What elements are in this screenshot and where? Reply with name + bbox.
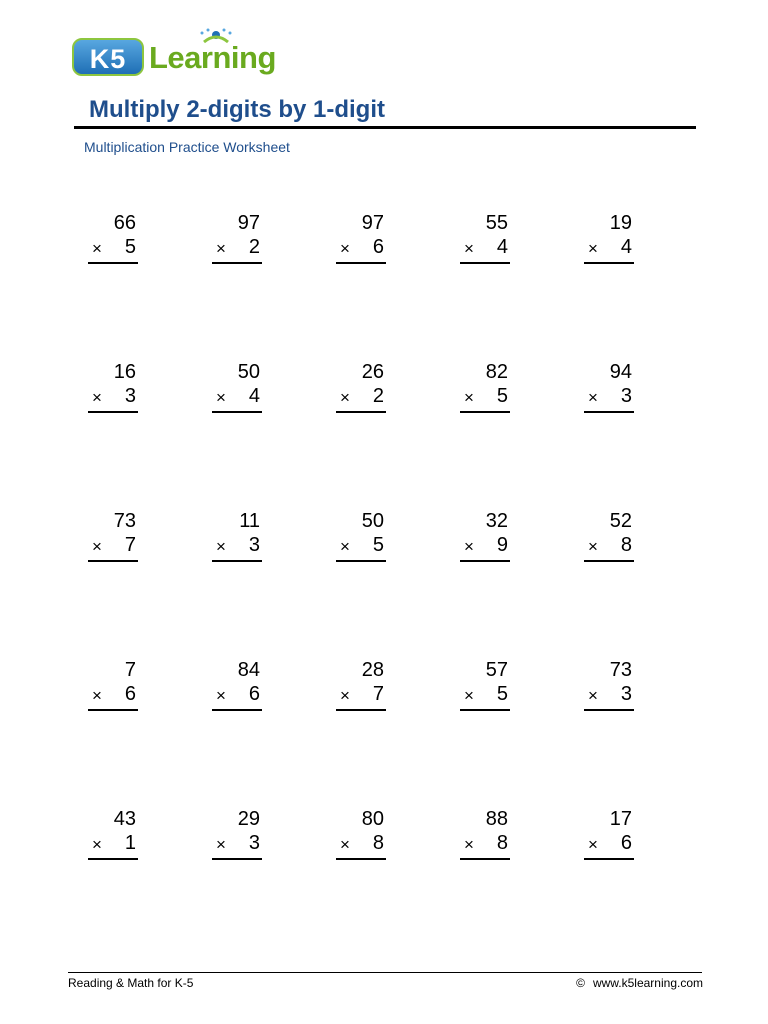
multiplication-problem	[212, 807, 262, 867]
answer-line	[212, 411, 262, 413]
multiplication-problem	[584, 360, 634, 420]
multiplication-problem	[336, 807, 386, 867]
times-sign: ×	[464, 537, 474, 556]
multiplier: 9	[496, 534, 508, 556]
multiplicand: 50	[237, 361, 260, 383]
times-sign: ×	[216, 835, 226, 854]
answer-line	[88, 262, 138, 264]
answer-line	[460, 560, 510, 562]
multiplier: 3	[248, 534, 260, 556]
times-sign: ×	[340, 835, 350, 854]
multiplicand: 97	[237, 212, 260, 234]
multiplicand: 29	[237, 808, 260, 830]
times-sign: ×	[588, 686, 598, 705]
answer-line	[212, 560, 262, 562]
multiplication-problem	[460, 211, 510, 271]
multiplicand: 28	[361, 659, 384, 681]
times-sign: ×	[216, 686, 226, 705]
multiplication-problem	[212, 360, 262, 420]
multiplication-problem	[336, 211, 386, 271]
multiplier: 2	[248, 236, 260, 258]
page-title: Multiply 2-digits by 1-digit	[89, 96, 385, 123]
answer-line	[584, 411, 634, 413]
times-sign: ×	[464, 388, 474, 407]
multiplication-problem	[212, 658, 262, 718]
multiplication-problem	[88, 658, 138, 718]
answer-line	[212, 709, 262, 711]
multiplication-problem	[336, 658, 386, 718]
multiplier: 6	[372, 236, 384, 258]
times-sign: ×	[340, 537, 350, 556]
multiplication-problem	[336, 509, 386, 569]
multiplier: 7	[124, 534, 136, 556]
multiplication-problem	[88, 807, 138, 867]
multiplier: 6	[248, 683, 260, 705]
times-sign: ×	[92, 537, 102, 556]
multiplication-problem	[584, 807, 634, 867]
multiplication-problem	[212, 211, 262, 271]
times-sign: ×	[340, 239, 350, 258]
answer-line	[460, 411, 510, 413]
multiplication-problem	[212, 509, 262, 569]
multiplication-problem	[460, 658, 510, 718]
multiplicand: 84	[237, 659, 260, 681]
multiplier: 3	[124, 385, 136, 407]
multiplier: 5	[496, 683, 508, 705]
multiplier: 8	[620, 534, 632, 556]
answer-line	[584, 709, 634, 711]
multiplicand: 57	[485, 659, 508, 681]
multiplicand: 82	[485, 361, 508, 383]
multiplicand: 52	[609, 510, 632, 532]
multiplicand: 32	[485, 510, 508, 532]
multiplicand: 94	[609, 361, 632, 383]
times-sign: ×	[464, 239, 474, 258]
multiplication-problem	[584, 509, 634, 569]
answer-line	[336, 709, 386, 711]
answer-line	[460, 858, 510, 860]
multiplicand: 19	[609, 212, 632, 234]
k5-learning-logo	[70, 28, 276, 80]
copyright-symbol: ©	[576, 976, 585, 990]
multiplicand: 97	[361, 212, 384, 234]
page-subtitle: Multiplication Practice Worksheet	[84, 139, 290, 155]
multiplicand: 26	[361, 361, 384, 383]
answer-line	[88, 560, 138, 562]
title-divider	[74, 126, 696, 129]
answer-line	[88, 411, 138, 413]
multiplication-problem	[88, 211, 138, 271]
multiplicand: 11	[239, 510, 260, 532]
multiplication-problem	[88, 509, 138, 569]
multiplicand: 66	[113, 212, 136, 234]
answer-line	[88, 709, 138, 711]
multiplication-problem	[88, 360, 138, 420]
multiplier: 8	[372, 832, 384, 854]
footer-tagline: Reading & Math for K-5	[68, 976, 194, 990]
answer-line	[88, 858, 138, 860]
multiplicand: 73	[609, 659, 632, 681]
multiplier: 3	[620, 683, 632, 705]
answer-line	[336, 560, 386, 562]
logo-badge	[72, 38, 144, 76]
times-sign: ×	[588, 835, 598, 854]
multiplier: 6	[620, 832, 632, 854]
answer-line	[460, 709, 510, 711]
times-sign: ×	[92, 835, 102, 854]
multiplier: 5	[372, 534, 384, 556]
multiplier: 4	[496, 236, 508, 258]
answer-line	[460, 262, 510, 264]
answer-line	[584, 560, 634, 562]
multiplier: 8	[496, 832, 508, 854]
multiplication-problem	[336, 360, 386, 420]
answer-line	[584, 262, 634, 264]
times-sign: ×	[464, 686, 474, 705]
multiplicand: 88	[485, 808, 508, 830]
multiplicand: 43	[113, 808, 136, 830]
multiplier: 4	[620, 236, 632, 258]
multiplication-problem	[460, 509, 510, 569]
multiplier: 7	[372, 683, 384, 705]
multiplicand: 55	[485, 212, 508, 234]
multiplicand: 50	[361, 510, 384, 532]
times-sign: ×	[340, 686, 350, 705]
times-sign: ×	[464, 835, 474, 854]
multiplier: 1	[124, 832, 136, 854]
multiplication-problem	[460, 807, 510, 867]
answer-line	[336, 262, 386, 264]
multiplication-problem	[584, 211, 634, 271]
logo-badge-text: K5	[89, 44, 127, 74]
footer-url: www.k5learning.com	[592, 976, 703, 990]
multiplicand: 7	[124, 659, 136, 681]
multiplier: 5	[496, 385, 508, 407]
multiplication-problem	[584, 658, 634, 718]
multiplier: 4	[248, 385, 260, 407]
times-sign: ×	[588, 537, 598, 556]
multiplicand: 73	[113, 510, 136, 532]
times-sign: ×	[92, 686, 102, 705]
multiplier: 2	[372, 385, 384, 407]
times-sign: ×	[340, 388, 350, 407]
times-sign: ×	[216, 239, 226, 258]
answer-line	[336, 858, 386, 860]
times-sign: ×	[92, 239, 102, 258]
multiplicand: 17	[609, 808, 632, 830]
multiplier: 5	[124, 236, 136, 258]
times-sign: ×	[216, 388, 226, 407]
answer-line	[212, 858, 262, 860]
multiplicand: 80	[361, 808, 384, 830]
logo-wordmark: Learning	[149, 40, 276, 75]
answer-line	[584, 858, 634, 860]
times-sign: ×	[588, 239, 598, 258]
multiplicand: 16	[113, 361, 136, 383]
footer-site	[576, 976, 703, 990]
answer-line	[336, 411, 386, 413]
times-sign: ×	[216, 537, 226, 556]
multiplier: 3	[248, 832, 260, 854]
times-sign: ×	[92, 388, 102, 407]
logo-figure-icon	[194, 28, 238, 58]
times-sign: ×	[588, 388, 598, 407]
multiplier: 6	[124, 683, 136, 705]
multiplier: 3	[620, 385, 632, 407]
footer-divider	[68, 972, 702, 973]
multiplication-problem	[460, 360, 510, 420]
answer-line	[212, 262, 262, 264]
